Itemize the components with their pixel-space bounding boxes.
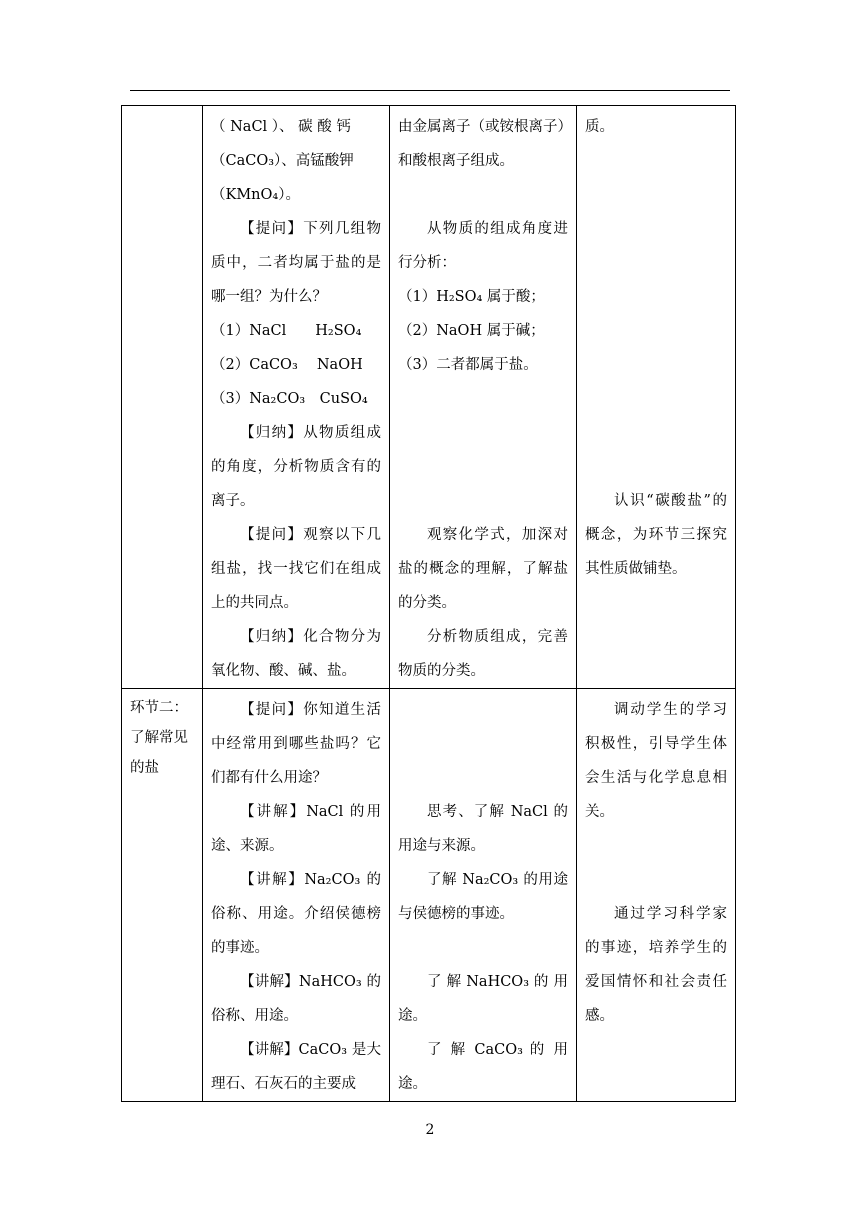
text-line: （2）NaOH 属于碱；: [398, 323, 545, 339]
text-line: 了 解 CaCO₃ 的 用途。: [398, 1042, 568, 1092]
text-line: 了解 Na₂CO₃ 的用途与侯德榜的事迹。: [398, 872, 568, 922]
text-line: 观察化学式，加深对盐的概念的理解，了解盐的分类。: [398, 527, 568, 611]
text-line: （1）H₂SO₄ 属于酸；: [398, 289, 545, 305]
stage-cell: [122, 689, 203, 1102]
teacher-activity-cell: [203, 689, 390, 1102]
text-line: 思考、了解 NaCl 的用途与来源。: [398, 804, 568, 854]
student-activity-cell: [390, 689, 577, 1102]
text-line: 【讲解】CaCO₃ 是大理石、石灰石的主要成: [211, 1042, 381, 1092]
text-line: 通过学习科学家的事迹，培养学生的爱国情怀和社会责任感。: [585, 906, 727, 1024]
table-row: [122, 106, 736, 689]
header-rule: [130, 90, 730, 91]
text-line: 从物质的组成角度进行分析：: [398, 221, 568, 271]
stage-cell: [122, 106, 203, 689]
text-line: 质。: [585, 119, 614, 135]
text-line: 了 解 NaHCO₃ 的 用途。: [398, 974, 568, 1024]
text-line: 【提问】你知道生活中经常用到哪些盐吗？它们都有什么用途？: [211, 702, 381, 786]
teacher-activity-cell: [203, 106, 390, 689]
lesson-plan-table: [121, 105, 736, 1102]
text-line: （ NaCl ）、 碳 酸 钙（CaCO₃）、高锰酸钾（KMnO₄）。: [211, 119, 354, 203]
text-line: 【归纳】化合物分为氧化物、酸、碱、盐。: [211, 629, 381, 679]
text-line: 分析物质组成，完善物质的分类。: [398, 629, 568, 679]
text-line: 【提问】下列几组物质中，二者均属于盐的是哪一组？为什么？: [211, 221, 381, 305]
text-line: 由金属离子（或铵根离子）和酸根离子组成。: [398, 119, 565, 169]
text-line: （1）NaCl H₂SO₄: [211, 323, 362, 339]
text-line: 认识“碳酸盐”的概念，为环节三探究其性质做铺垫。: [585, 493, 727, 577]
page-number: 2: [425, 1122, 435, 1138]
stage-title: 环节二：了解常见的盐: [130, 700, 188, 776]
text-line: 【讲解】Na₂CO₃ 的俗称、用途。介绍侯德榜的事迹。: [211, 872, 381, 956]
text-line: （2）CaCO₃ NaOH: [211, 357, 363, 373]
text-line: （3）Na₂CO₃ CuSO₄: [211, 391, 368, 407]
text-line: 调动学生的学习积极性，引导学生体会生活与化学息息相关。: [585, 702, 727, 820]
text-line: 【讲解】NaCl 的用途、来源。: [211, 804, 381, 854]
text-line: 【讲解】NaHCO₃ 的俗称、用途。: [211, 974, 381, 1024]
student-activity-cell: [390, 106, 577, 689]
design-intent-cell: [577, 689, 736, 1102]
text-line: 【归纳】从物质组成的角度，分析物质含有的离子。: [211, 425, 381, 509]
design-intent-cell: [577, 106, 736, 689]
text-line: 【提问】观察以下几组盐，找一找它们在组成上的共同点。: [211, 527, 381, 611]
text-line: （3）二者都属于盐。: [398, 357, 538, 373]
table-row: [122, 689, 736, 1102]
